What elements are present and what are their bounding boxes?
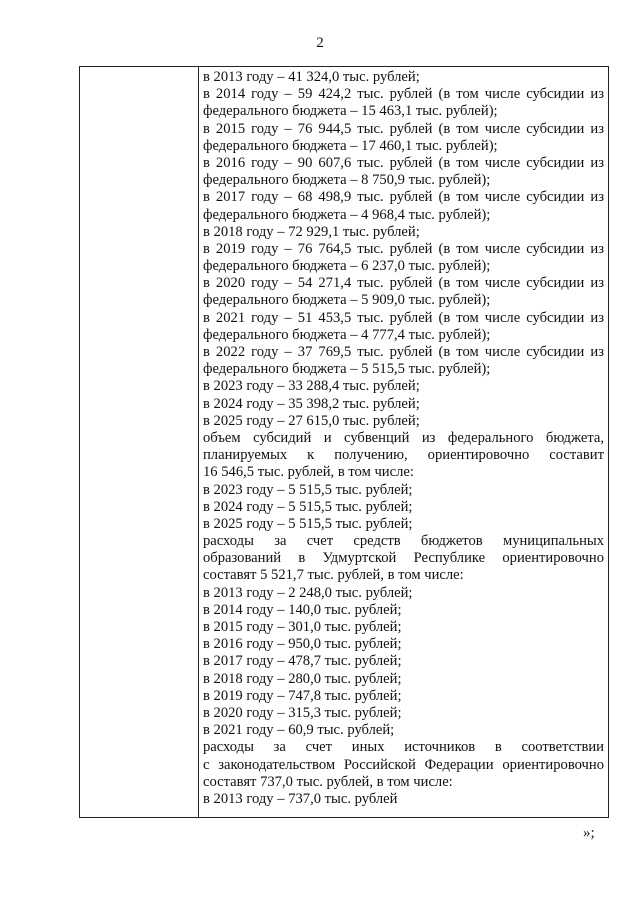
text-line: федерального бюджета – 8 750,9 тыс. рублей); (203, 172, 491, 189)
text-line: федерального бюджета – 5 909,0 тыс. рублей); (203, 292, 491, 309)
text-line: в 2016 году – 90 607,6 тыс. рублей (в том числе субсидии из (203, 154, 604, 171)
text-line: расходы за счет средств бюджетов муниципальных (203, 533, 604, 550)
text-line: федерального бюджета – 17 460,1 тыс. рублей); (203, 137, 498, 154)
text-line: в 2014 году – 140,0 тыс. рублей; (203, 601, 402, 618)
text-line: составят 5 521,7 тыс. рублей, в том числе: (203, 567, 464, 584)
closing-quote-mark: »; (583, 825, 595, 841)
text-line: в 2018 году – 72 929,1 тыс. рублей; (203, 223, 420, 240)
text-line: в 2023 году – 33 288,4 тыс. рублей; (203, 378, 420, 395)
text-line: составят 737,0 тыс. рублей, в том числе: (203, 773, 453, 790)
text-line: в 2024 году – 5 515,5 тыс. рублей; (203, 498, 413, 515)
text-line: в 2021 году – 60,9 тыс. рублей; (203, 722, 395, 739)
text-line: в 2013 году – 737,0 тыс. рублей (203, 790, 398, 807)
text-line: в 2020 году – 315,3 тыс. рублей; (203, 704, 402, 721)
text-line: в 2023 году – 5 515,5 тыс. рублей; (203, 481, 413, 498)
text-line: в 2021 году – 51 453,5 тыс. рублей (в том числе субсидии из (203, 309, 604, 326)
text-line: в 2025 году – 5 515,5 тыс. рублей; (203, 515, 413, 532)
text-line: планируемых к получению, ориентировочно составит (203, 447, 604, 464)
text-line: в 2024 году – 35 398,2 тыс. рублей; (203, 395, 420, 412)
text-line: федерального бюджета – 6 237,0 тыс. рублей); (203, 258, 491, 275)
text-line: в 2017 году – 478,7 тыс. рублей; (203, 653, 402, 670)
text-line: в 2017 году – 68 498,9 тыс. рублей (в том числе субсидии из (203, 189, 604, 206)
text-line: в 2018 году – 280,0 тыс. рублей; (203, 670, 402, 687)
text-line: в 2019 году – 76 764,5 тыс. рублей (в том числе субсидии из (203, 240, 604, 257)
page-number: 2 (316, 35, 324, 51)
text-line: в 2025 году – 27 615,0 тыс. рублей; (203, 412, 420, 429)
text-line: в 2013 году – 2 248,0 тыс. рублей; (203, 584, 413, 601)
text-line: в 2019 году – 747,8 тыс. рублей; (203, 687, 402, 704)
text-line: в 2020 году – 54 271,4 тыс. рублей (в том числе субсидии из (203, 275, 604, 292)
text-line: федерального бюджета – 4 777,4 тыс. рублей); (203, 326, 491, 343)
document-table (79, 66, 609, 818)
text-line: с законодательством Российской Федерации ориентировочно (203, 756, 604, 773)
column-divider (198, 67, 199, 817)
text-line: образований в Удмуртской Республике ориентировочно (203, 550, 604, 567)
text-line: в 2022 году – 37 769,5 тыс. рублей (в том числе субсидии из (203, 344, 604, 360)
text-line: в 2013 году – 41 324,0 тыс. рублей; (203, 69, 420, 85)
text-line: в 2014 году – 59 424,2 тыс. рублей (в том числе субсидии из (203, 86, 604, 103)
text-line: федерального бюджета – 5 515,5 тыс. рублей); (203, 361, 491, 378)
text-line: 16 546,5 тыс. рублей, в том числе: (203, 464, 414, 481)
funding-text-cell (203, 69, 604, 808)
text-line: федерального бюджета – 15 463,1 тыс. рублей); (203, 103, 498, 120)
text-line: в 2015 году – 76 944,5 тыс. рублей (в том числе субсидии из (203, 120, 604, 137)
text-line: в 2016 году – 950,0 тыс. рублей; (203, 636, 402, 653)
text-line: расходы за счет иных источников в соответствии (203, 739, 604, 756)
text-line: федерального бюджета – 4 968,4 тыс. рублей); (203, 206, 491, 223)
text-line: в 2015 году – 301,0 тыс. рублей; (203, 619, 402, 635)
text-line: объем субсидий и субвенций из федерального бюджета, (203, 429, 604, 446)
